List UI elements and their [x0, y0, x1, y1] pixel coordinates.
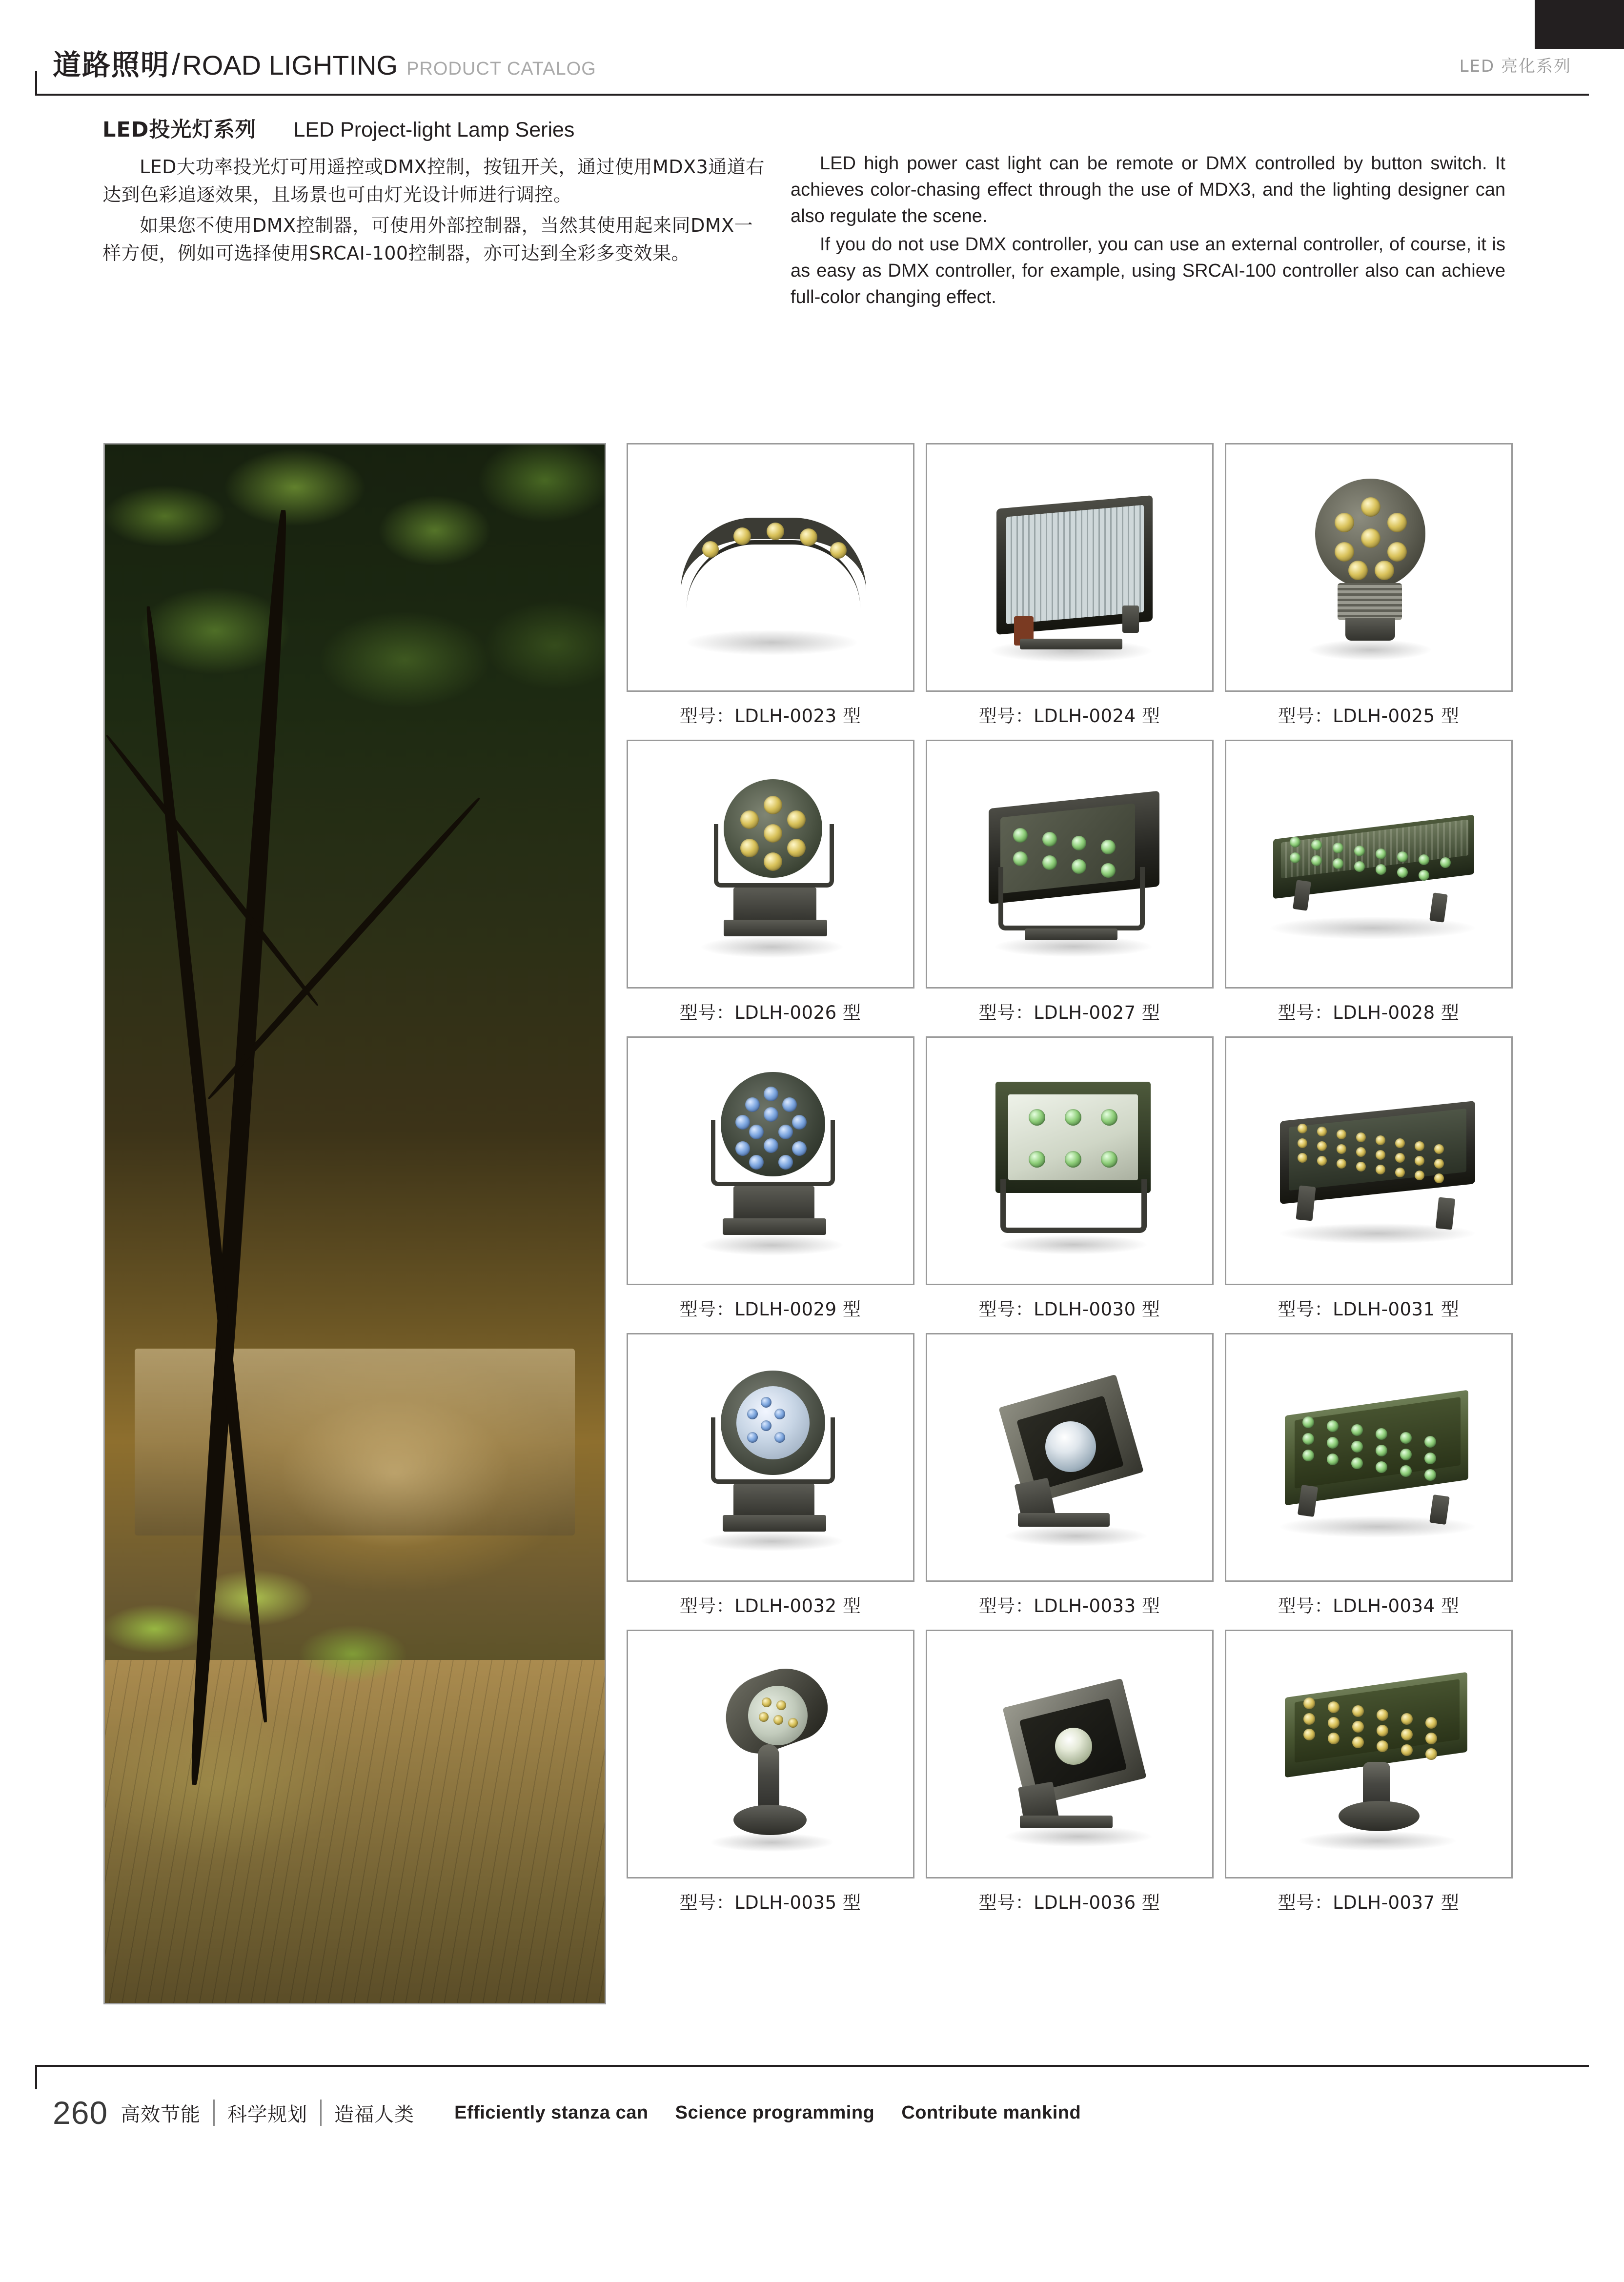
mount-bracket-right: [1429, 892, 1448, 923]
product-cell[interactable]: [1219, 740, 1518, 1036]
product-caption: 型号：LDLH-0037 型: [1278, 1892, 1460, 1913]
led-dot: [800, 528, 817, 546]
led-dot: [1400, 1449, 1412, 1460]
led-dot: [1317, 1141, 1327, 1151]
product-row: [621, 1333, 1519, 1630]
led-dot: [1377, 1740, 1388, 1752]
intro-cn-paragraph-2: 如果您不使用DMX控制器，可使用外部控制器，当然其使用起来同DMX一样方便，例如可选择使用SRCAI-100控制器，亦可达到全彩多变效果。: [102, 215, 753, 264]
led-dot: [764, 1087, 778, 1101]
product-cell[interactable]: [621, 1333, 920, 1630]
led-dot: [1356, 1132, 1366, 1142]
led-dot: [1395, 1153, 1405, 1163]
product-art-rect-12led: [927, 741, 1212, 987]
product-cell[interactable]: [1219, 443, 1518, 740]
led-dot: [702, 541, 719, 558]
led-dot: [1351, 1424, 1363, 1436]
hero-photo-scene: [105, 444, 605, 2003]
cob-lens: [1045, 1421, 1096, 1472]
footer-en-item-3: Contribute mankind: [901, 2102, 1081, 2123]
product-image-frame: [926, 1333, 1214, 1582]
product-cell[interactable]: [920, 1036, 1219, 1333]
product-cell[interactable]: [920, 1333, 1219, 1630]
drop-shadow: [1005, 1826, 1152, 1847]
section-title: [102, 113, 574, 143]
product-cell[interactable]: [920, 443, 1219, 740]
led-dot: [1424, 1453, 1436, 1464]
product-image-frame: [627, 443, 914, 692]
product-image-frame: [1225, 1036, 1513, 1285]
product-art-tilted-floodlight: [927, 1334, 1212, 1580]
product-cell[interactable]: [1219, 1333, 1518, 1630]
lamp-base: [1345, 618, 1395, 641]
led-dot: [1042, 832, 1057, 847]
led-dot: [1328, 1717, 1340, 1729]
yoke-bracket: [998, 867, 1145, 930]
header-title-cn: 道路照明: [53, 48, 170, 81]
hero-landscape-photo: [103, 443, 606, 2004]
led-dot: [733, 527, 751, 545]
cob-lens: [1055, 1728, 1092, 1765]
header-white-area: [0, 0, 1535, 49]
led-dot: [773, 1715, 783, 1725]
mount-bracket-right: [1435, 1197, 1455, 1230]
led-dot: [1361, 528, 1380, 548]
led-dot: [759, 1712, 769, 1722]
product-caption: 型号：LDLH-0035 型: [679, 1892, 861, 1913]
led-dot: [1387, 542, 1407, 562]
header-rule: [35, 94, 1589, 96]
base-plate: [1020, 1816, 1113, 1828]
drop-shadow: [711, 1833, 833, 1852]
drop-shadow: [687, 630, 857, 655]
lamp-stem: [758, 1744, 779, 1814]
led-dot: [1376, 864, 1386, 875]
product-caption: 型号：LDLH-0028 型: [1278, 1002, 1460, 1023]
led-dot: [1303, 1713, 1315, 1725]
heatsink: [1338, 583, 1402, 620]
product-art-square-6led-handle: [927, 1038, 1212, 1284]
header-title: [53, 42, 596, 83]
led-dot: [1327, 1420, 1339, 1432]
led-dot: [1298, 1153, 1307, 1163]
led-dot: [1335, 513, 1354, 532]
product-caption: 型号：LDLH-0023 型: [679, 706, 861, 727]
led-dot: [1029, 1151, 1045, 1168]
footer-en-item-2: Science programming: [675, 2102, 875, 2123]
led-dot: [1415, 1171, 1424, 1180]
led-dot: [1302, 1416, 1314, 1428]
content-area: [0, 443, 1624, 2009]
drop-shadow: [1299, 1831, 1456, 1851]
led-dot: [830, 542, 847, 559]
intro-cn-paragraph-1: LED大功率投光灯可用遥控或DMX控制，按钮开关，通过使用MDX3通道右达到色彩追逐效果，且场景也可由灯光设计师进行调控。: [102, 156, 765, 205]
mount-bracket-left: [1296, 1185, 1316, 1221]
led-dot: [1395, 1168, 1405, 1177]
product-art-round-blue-base: [628, 1038, 913, 1284]
product-cell[interactable]: [920, 740, 1219, 1036]
product-art-round-white-base: [628, 1334, 913, 1580]
led-dot: [1328, 1701, 1340, 1713]
led-dot: [1401, 1713, 1413, 1725]
led-dot: [1298, 1138, 1307, 1148]
product-art-spike-spot: [628, 1631, 913, 1877]
led-dot: [1376, 1135, 1385, 1145]
base-plate: [1025, 929, 1117, 940]
led-dot: [1376, 1461, 1387, 1473]
header-series-label: LED 亮化系列: [1459, 57, 1571, 76]
product-cell[interactable]: [920, 1630, 1219, 1926]
led-dot: [1376, 848, 1386, 859]
led-dot: [1311, 840, 1322, 850]
footer-cn-item-3: 造福人类: [334, 2103, 415, 2126]
product-art-flat-panel: [927, 444, 1212, 690]
led-dot: [1351, 1441, 1363, 1453]
drop-shadow: [1005, 1526, 1147, 1546]
led-dot: [1415, 1141, 1424, 1151]
product-image-frame: [926, 443, 1214, 692]
base-plate: [723, 1515, 826, 1532]
product-cell[interactable]: [621, 1630, 920, 1926]
drop-shadow: [1000, 1235, 1147, 1254]
product-caption: 型号：LDLH-0027 型: [978, 1002, 1160, 1023]
led-dot: [1424, 1436, 1436, 1448]
led-dot: [1317, 1127, 1327, 1136]
footer-en-items: [454, 2102, 1102, 2123]
product-image-frame: [926, 740, 1214, 989]
product-row: [621, 1630, 1519, 1926]
header-rule-tick: [35, 71, 37, 96]
led-dot: [1377, 1725, 1388, 1737]
intro-english-column: [791, 150, 1505, 310]
product-row: [621, 1036, 1519, 1333]
yoke-bracket: [711, 1120, 835, 1186]
led-dot: [1397, 867, 1408, 878]
product-art-bar-36led: [1226, 1038, 1511, 1284]
drop-shadow: [701, 1235, 843, 1255]
led-dot: [1013, 851, 1028, 866]
product-row: [621, 740, 1519, 1036]
led-dot: [1328, 1733, 1340, 1744]
led-dot: [1327, 1437, 1339, 1449]
led-dot: [1311, 855, 1322, 866]
product-row: [621, 443, 1519, 740]
product-caption: 型号：LDLH-0029 型: [679, 1299, 861, 1320]
product-image-frame: [627, 1333, 914, 1582]
lamp-base: [1339, 1801, 1420, 1831]
product-caption: 型号：LDLH-0032 型: [679, 1595, 861, 1616]
led-dot: [788, 1718, 798, 1728]
product-cell[interactable]: [1219, 1036, 1518, 1333]
led-dot: [1425, 1733, 1437, 1744]
lamp-base: [733, 1805, 807, 1835]
led-dot: [1376, 1428, 1387, 1440]
drop-shadow: [701, 1532, 843, 1551]
footer-rule: [35, 2065, 1589, 2067]
product-cell[interactable]: [621, 443, 920, 740]
led-dot: [1361, 497, 1380, 517]
led-dot: [1290, 837, 1300, 848]
led-dot: [761, 1397, 771, 1408]
led-dot: [1352, 1721, 1364, 1733]
product-art-round-9led: [1226, 444, 1511, 690]
led-dot: [1303, 1697, 1315, 1709]
led-dot: [1425, 1748, 1437, 1760]
header-title-separator: /: [172, 48, 181, 81]
footer-content: [53, 2094, 1102, 2131]
product-image-frame: [627, 1630, 914, 1878]
led-dot: [745, 1097, 760, 1112]
led-dot: [1101, 1109, 1117, 1126]
product-caption: 型号：LDLH-0030 型: [978, 1299, 1160, 1320]
drop-shadow: [701, 936, 843, 958]
led-dot: [1348, 561, 1368, 580]
led-dot: [1302, 1433, 1314, 1445]
led-dot: [1397, 851, 1408, 862]
yoke-bracket: [711, 1417, 835, 1484]
product-caption: 型号：LDLH-0034 型: [1278, 1595, 1460, 1616]
product-art-round-amber-base: [628, 741, 913, 987]
product-image-frame: [1225, 1333, 1513, 1582]
led-dot: [1376, 1150, 1385, 1160]
led-dot: [1376, 1165, 1385, 1174]
product-caption: 型号：LDLH-0025 型: [1278, 706, 1460, 727]
led-dot: [1377, 1709, 1388, 1721]
led-dot: [1065, 1151, 1081, 1168]
led-dot: [1101, 1151, 1117, 1168]
product-caption: 型号：LDLH-0026 型: [679, 1002, 861, 1023]
product-caption: 型号：LDLH-0024 型: [978, 706, 1160, 727]
product-image-frame: [1225, 740, 1513, 989]
lamp-base: [733, 1484, 814, 1517]
product-art-wall-washer-long: [1226, 741, 1511, 987]
led-dot: [1434, 1159, 1444, 1169]
page-header: [0, 0, 1624, 106]
led-dot: [1400, 1432, 1412, 1444]
led-dot: [1335, 542, 1354, 562]
base-plate: [1020, 639, 1122, 649]
product-image-frame: [1225, 1630, 1513, 1878]
page-number: 260: [53, 2095, 108, 2131]
drop-shadow: [1309, 640, 1431, 660]
led-dot: [1337, 1144, 1346, 1154]
led-dot: [1425, 1717, 1437, 1729]
tree-canopy: [105, 444, 605, 1161]
led-dot: [1356, 1147, 1366, 1157]
led-dot: [1352, 1705, 1364, 1717]
mount-bracket-right: [1429, 1494, 1450, 1525]
base-plate: [723, 1218, 826, 1235]
base-plate: [724, 920, 827, 936]
led-dot: [1440, 857, 1451, 868]
footer-cn-item-1: 高效节能: [121, 2103, 201, 2126]
led-dot: [1013, 828, 1028, 843]
yoke-bracket: [714, 824, 834, 888]
header-title-en: ROAD LIGHTING: [182, 50, 398, 81]
footer-en-item-1: Efficiently stanza can: [454, 2102, 649, 2123]
led-dot: [1333, 858, 1343, 869]
led-dot: [1375, 561, 1394, 580]
led-dot: [1395, 1138, 1405, 1148]
led-dot: [1354, 861, 1365, 872]
led-dot: [1352, 1737, 1364, 1748]
led-dot: [1434, 1144, 1444, 1154]
led-dot: [1400, 1465, 1412, 1477]
product-art-cob-floodlight: [927, 1631, 1212, 1877]
led-dot: [1434, 1173, 1444, 1183]
led-dot: [1356, 1162, 1366, 1171]
led-dot: [1327, 1454, 1339, 1465]
led-dot: [776, 1700, 786, 1710]
product-caption: 型号：LDLH-0036 型: [978, 1892, 1160, 1913]
product-cell[interactable]: [621, 740, 920, 1036]
intro-chinese-column: [102, 153, 771, 267]
led-dot: [1401, 1729, 1413, 1740]
led-dot: [1303, 1729, 1315, 1740]
led-dot: [1424, 1469, 1436, 1481]
led-dot: [1354, 846, 1365, 856]
led-dot: [1298, 1124, 1307, 1133]
led-dot: [1302, 1450, 1314, 1461]
led-dot: [762, 1697, 771, 1707]
product-image-frame: [627, 740, 914, 989]
product-image-frame: [926, 1036, 1214, 1285]
led-dot: [1415, 1156, 1424, 1166]
led-dot: [1065, 1109, 1081, 1126]
yoke-bracket: [1000, 1179, 1147, 1233]
led-dot: [1419, 870, 1429, 881]
product-cell[interactable]: [621, 1036, 920, 1333]
lamp-base: [733, 1186, 814, 1220]
led-dot: [1101, 840, 1116, 854]
led-dot: [782, 1097, 797, 1112]
product-image-frame: [926, 1630, 1214, 1878]
led-dot: [1337, 1159, 1346, 1169]
led-dot: [1401, 1744, 1413, 1756]
intro-en-paragraph-1: LED high power cast light can be remote or DMX controlled by button switch. It achieves color-chasing effect through the use of MDX3, and the lighting designer can also regulate the scene.: [791, 153, 1505, 226]
footer-cn-item-2: 科学规划: [227, 2103, 308, 2126]
section-title-cn: LED投光灯系列: [102, 118, 257, 142]
led-dot: [1351, 1457, 1363, 1469]
product-caption: 型号：LDLH-0031 型: [1278, 1299, 1460, 1320]
led-dot: [1317, 1156, 1327, 1166]
led-dot: [767, 523, 784, 540]
led-dot: [1337, 1130, 1346, 1139]
header-subtitle: PRODUCT CATALOG: [406, 59, 596, 79]
led-dot: [1419, 854, 1429, 865]
product-art-green-array-36: [1226, 1334, 1511, 1580]
led-dot: [1376, 1445, 1387, 1456]
product-image-frame: [627, 1036, 914, 1285]
led-dot: [1333, 843, 1343, 853]
led-dot: [1290, 852, 1300, 863]
led-dot: [1072, 836, 1086, 850]
led-dot: [764, 796, 782, 814]
lamp-base: [733, 888, 816, 922]
footer-rule-tick: [35, 2067, 37, 2089]
product-art-arc-bar: [628, 444, 913, 690]
product-caption: 型号：LDLH-0033 型: [978, 1595, 1160, 1616]
product-cell[interactable]: [1219, 1630, 1518, 1926]
led-dot: [1387, 513, 1407, 532]
product-art-array-on-stand: [1226, 1631, 1511, 1877]
mount-bracket-right: [1122, 606, 1139, 633]
product-grid: [621, 443, 1519, 1926]
intro-en-paragraph-2: If you do not use DMX controller, you can use an external controller, of course, it is as easy as DMX controller, for example, using SRCAI-100 controller also can achieve full-color changing effect.: [791, 234, 1505, 307]
section-title-en: LED Project-light Lamp Series: [293, 118, 575, 141]
led-dot: [1029, 1109, 1045, 1126]
product-image-frame: [1225, 443, 1513, 692]
base-plate: [1018, 1513, 1110, 1527]
